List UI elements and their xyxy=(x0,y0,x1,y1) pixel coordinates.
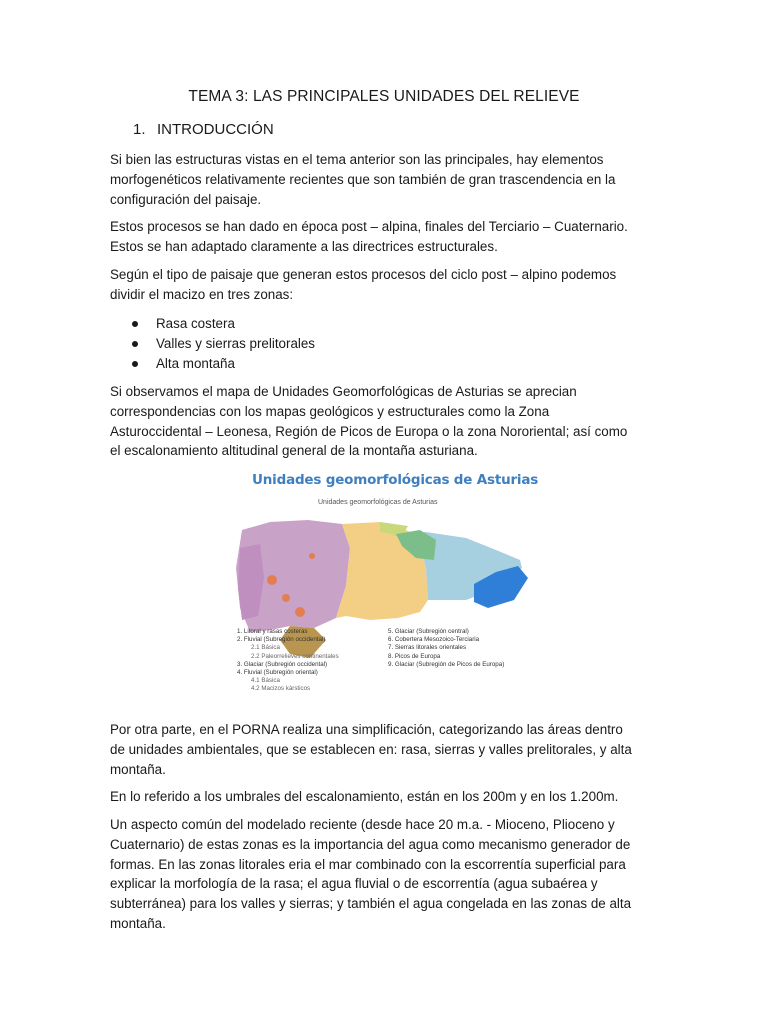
section-heading xyxy=(133,121,274,138)
paragraph-thresholds xyxy=(110,787,670,807)
text-line: configuración del paisaje. xyxy=(110,191,262,207)
paragraph-porna xyxy=(110,720,670,779)
text-line: Según el tipo de paisaje que generan estos procesos del ciclo post – alpino podemos xyxy=(110,267,617,282)
legend-item: 4. Fluvial (Subregión oriental) xyxy=(237,669,318,677)
bullet-icon xyxy=(132,361,138,367)
orange-spot xyxy=(267,575,277,585)
legend-right xyxy=(388,628,504,669)
text-line: Estos se han adaptado claramente a las directrices estructurales. xyxy=(110,238,498,254)
bullet-icon xyxy=(132,321,138,327)
document-title: TEMA 3: LAS PRINCIPALES UNIDADES DEL RELIEVE xyxy=(188,88,580,105)
bullet-icon xyxy=(132,341,138,347)
text-line: Un aspecto común del modelado reciente (desde hace 20 m.a. - Mioceno, Plioceno y xyxy=(110,817,615,832)
orange-spot xyxy=(282,594,290,602)
text-line: el escalonamiento altitudinal general de la montaña asturiana. xyxy=(110,443,478,459)
paragraph-water xyxy=(110,815,670,934)
text-line: Si observamos el mapa de Unidades Geomorfológicas de Asturias se aprecian xyxy=(110,384,577,399)
list-item: Alta montaña xyxy=(110,354,315,374)
figure-title: Unidades geomorfológicas de Asturias xyxy=(252,472,539,488)
text-line: montaña. xyxy=(110,761,166,777)
section-number: 1. xyxy=(133,121,146,138)
text-line: de unidades ambientales, que se establecen en: rasa, sierras y valles prelitorales, y alta xyxy=(110,741,632,757)
legend-left xyxy=(237,628,339,694)
geomorphology-figure xyxy=(230,468,540,708)
list-item: Rasa costera xyxy=(110,314,315,334)
legend-item: 5. Glaciar (Subregión central) xyxy=(388,628,469,635)
paragraph-zones xyxy=(110,265,670,305)
legend-item: 6. Cobertera Mesozoico-Terciaria xyxy=(388,636,480,644)
text-line: Por otra parte, en el PORNA realiza una simplificación, categorizando las áreas dentro xyxy=(110,722,623,737)
legend-item: 9. Glaciar (Subregión de Picos de Europa) xyxy=(388,660,505,668)
text-line: explicar la morfología de la rasa; el agua fluvial o de escorrentía (agua subaérea y xyxy=(110,876,598,892)
legend-item: 7. Sierras litorales orientales xyxy=(388,644,467,652)
text-line: Asturoccidental – Leonesa, Región de Picos de Europa o la zona Nororiental; así como xyxy=(110,423,628,439)
text-line: Estos procesos se han dado en época post – alpina, finales del Terciario – Cuaternario. xyxy=(110,219,628,234)
legend-item: 8. Picos de Europa xyxy=(388,652,441,660)
text-line: Cuaternario) de estas zonas es la importancia del agua como mecanismo generador de xyxy=(110,836,631,852)
zone-list xyxy=(110,314,315,374)
text-line: correspondencias con los mapas geológicos y estructurales como la Zona xyxy=(110,403,550,419)
text-line: morfogenéticos relativamente recientes que son también de gran trascendencia en la xyxy=(110,171,616,187)
legend-item: 2.2 Paleorrelieves continentales xyxy=(251,652,339,660)
section-title: INTRODUCCIÓN xyxy=(157,121,274,138)
text-line: dividir el macizo en tres zonas: xyxy=(110,286,294,302)
paragraph-intro xyxy=(110,150,670,209)
legend-item: 4.1 Básica xyxy=(251,677,280,685)
paragraph-map xyxy=(110,382,670,461)
text-line: En lo referido a los umbrales del escalonamiento, están en los 200m y en los 1.200m. xyxy=(110,789,619,804)
text-line: montaña. xyxy=(110,915,166,931)
legend-item: 2. Fluvial (Subregión occidental) xyxy=(237,636,326,644)
legend-item: 1. Litoral y rasas costeras xyxy=(237,628,308,635)
text-line: formas. En las zonas litorales eria el mar combinado con la escorrentía superficial para xyxy=(110,856,626,872)
legend-item: 3. Glaciar (Subregión occidental) xyxy=(237,660,328,668)
text-line: subterránea) para los valles y sierras; y también el agua congelada en las zonas de alta xyxy=(110,896,632,912)
list-item: Valles y sierras prelitorales xyxy=(110,334,315,354)
legend-item: 2.1 Básica xyxy=(251,644,280,652)
text-line: Si bien las estructuras vistas en el tema anterior son las principales, hay elementos xyxy=(110,152,604,167)
paragraph-processes xyxy=(110,217,670,257)
legend-item: 4.2 Macizos kársticos xyxy=(251,685,311,693)
figure-subtitle: Unidades geomorfológicas de Asturias xyxy=(318,499,438,506)
orange-spot xyxy=(309,553,315,559)
orange-spot xyxy=(295,607,305,617)
